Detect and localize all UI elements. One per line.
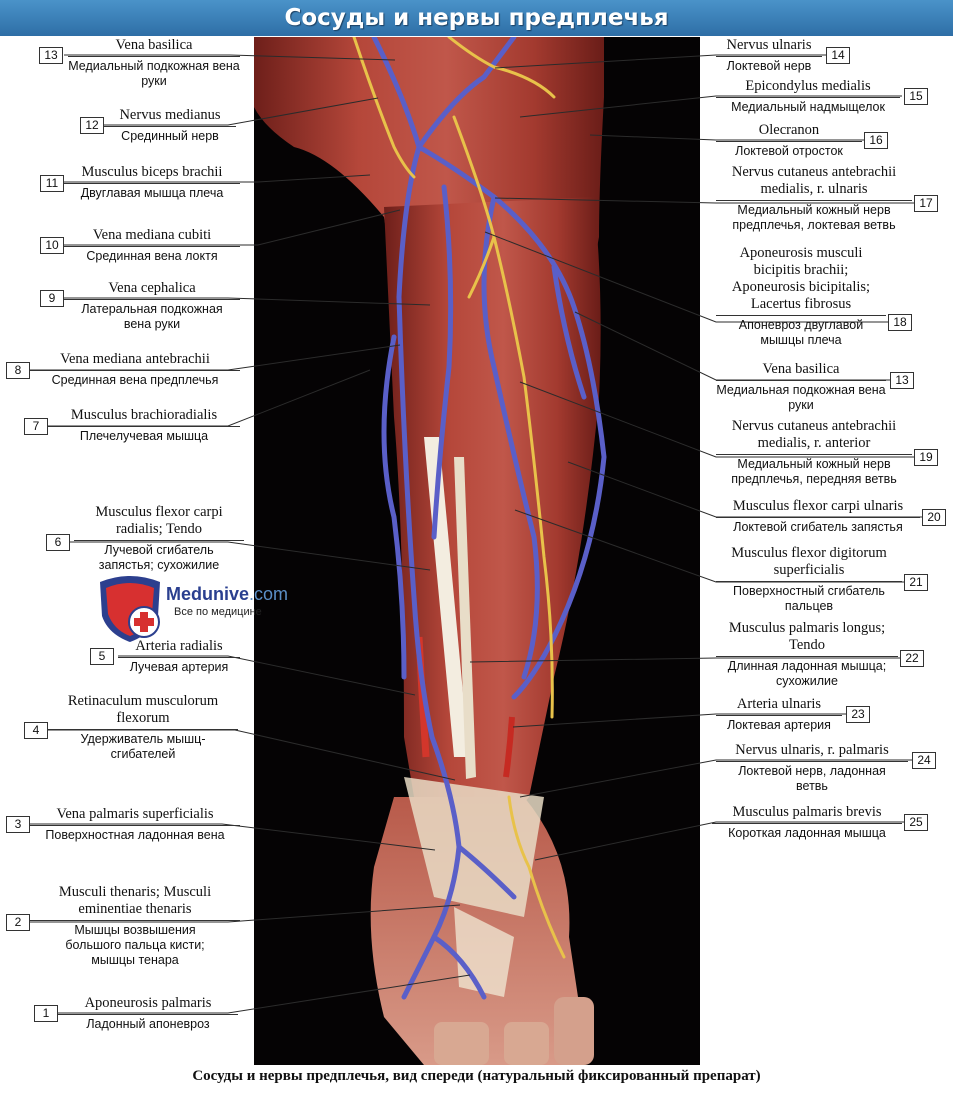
watermark-brand-suffix: .com [249,584,289,604]
label-latin: Olecranon [758,122,820,138]
label-vena-mediana-cubiti [64,227,240,264]
label-nervus-ulnaris-palmaris [716,742,908,794]
label-number-3: 3 [6,816,30,833]
label-russian: Медиальная подкожная вена руки [716,383,886,412]
label-russian: Срединный нерв [121,129,219,143]
label-latin: Nervus cutaneus antebrachii medialis, r. anterior [731,418,897,451]
label-cutaneus-medialis-ulnaris [716,164,912,233]
label-latin: Musculus biceps brachii [81,164,223,180]
label-number-25: 25 [904,814,928,831]
label-russian: Срединная вена локтя [86,249,218,263]
label-number-24: 24 [912,752,936,769]
watermark-brand [166,584,288,605]
label-latin: Musculus brachioradialis [70,407,218,423]
label-vena-palmaris-superficialis [30,806,240,843]
label-latin: Vena mediana cubiti [92,227,212,243]
label-number-22: 22 [900,650,924,667]
label-flexor-digitorum-superficialis [716,545,902,614]
label-number-9: 9 [40,290,64,307]
label-russian: Плечелучевая мышца [79,429,209,443]
label-arteria-ulnaris [716,696,842,733]
label-latin: Musculus flexor carpi radialis; Tendo [95,504,223,537]
label-latin: Nervus ulnaris, r. palmaris [735,742,889,758]
label-vena-mediana-antebrachii [30,351,240,388]
label-number-15: 15 [904,88,928,105]
label-musculi-thenaris [30,884,240,968]
label-russian: Короткая ладонная мышца [728,826,886,840]
label-latin: Nervus medianus [119,107,221,123]
label-vena-basilica-left [68,37,240,89]
label-nervus-medianus [104,107,236,144]
label-number-13-right: 13 [890,372,914,389]
label-russian: Срединная вена предплечья [51,373,219,387]
label-number-19: 19 [914,449,938,466]
label-russian: Апоневроз двуглавой мышцы плеча [738,318,864,347]
label-russian: Лучевой сгибатель запястья; сухожилие [98,543,220,572]
label-palmaris-longus [716,620,898,689]
label-latin: Vena basilica [115,37,193,53]
label-russian: Мышцы возвышения большого пальца кисти; мышцы тенара [65,923,205,967]
label-latin: Musculus palmaris longus; Tendo [728,620,886,653]
label-cutaneus-medialis-anterior [716,418,912,487]
medunivere-watermark [96,574,316,644]
watermark-tagline: Все по медицине [174,606,262,618]
label-number-20: 20 [922,509,946,526]
label-number-12: 12 [80,117,104,134]
label-latin: Nervus ulnaris [726,37,812,53]
label-flexor-carpi-ulnaris [716,498,920,535]
label-brachioradialis [48,407,240,444]
label-latin: Retinaculum musculorum flexorum [67,693,219,726]
label-number-14: 14 [826,47,850,64]
label-olecranon [716,122,862,159]
page-title: Сосуды и нервы предплечья [0,0,953,36]
label-vena-basilica-right [716,361,886,413]
label-number-5: 5 [90,648,114,665]
label-russian: Медиальный кожный нерв предплечья, передняя ветвь [731,457,897,486]
label-russian: Локтевая артерия [727,718,831,732]
label-nervus-ulnaris [716,37,822,74]
label-number-11: 11 [40,175,64,192]
label-latin: Aponeurosis musculi bicipitis brachii; Aponeurosis bicipitalis; Lacertus fibrosus [731,245,871,312]
label-russian: Локтевой сгибатель запястья [733,520,903,534]
label-russian: Поверхностная ладонная вена [45,828,225,842]
label-vena-cephalica [64,280,240,332]
label-number-4: 4 [24,722,48,739]
label-russian: Удерживатель мышц-сгибателей [80,732,206,761]
forearm-specimen-image [254,37,700,1065]
label-latin: Aponeurosis palmaris [84,995,212,1011]
label-russian: Лучевая артерия [129,660,229,674]
label-biceps-brachii [64,164,240,201]
label-latin: Arteria radialis [135,638,223,654]
label-latin: Nervus cutaneus antebrachii medialis, r. ulnaris [731,164,897,197]
label-russian: Локтевой нерв, ладонная ветвь [738,764,886,793]
label-russian: Длинная ладонная мышца; сухожилие [727,659,887,688]
label-russian: Ладонный апоневроз [86,1017,210,1031]
label-number-1: 1 [34,1005,58,1022]
label-number-7: 7 [24,418,48,435]
label-epicondylus-medialis [716,78,900,115]
label-number-10: 10 [40,237,64,254]
label-latin: Epicondylus medialis [745,78,871,94]
label-palmaris-brevis [712,804,902,841]
label-russian: Двуглавая мышца плеча [80,186,224,200]
label-latin: Musculus palmaris brevis [732,804,882,820]
label-number-21: 21 [904,574,928,591]
label-russian: Локтевой нерв [726,59,812,73]
label-russian: Медиальный подкожная вена руки [68,59,240,88]
label-russian: Локтевой отросток [735,144,843,158]
label-russian: Поверхностный сгибатель пальцев [733,584,885,613]
label-latin: Vena palmaris superficialis [56,806,214,822]
watermark-brand-name: Medunive [166,584,250,604]
label-latin: Vena basilica [762,361,840,377]
label-flexor-carpi-radialis [74,504,244,573]
label-number-23: 23 [846,706,870,723]
label-latin: Vena mediana antebrachii [60,351,210,367]
label-retinaculum-flexorum [48,693,238,762]
label-latin: Musculus flexor carpi ulnaris [732,498,904,514]
label-latin: Vena cephalica [108,280,196,296]
label-aponeurosis-bicipitalis [716,245,886,348]
label-number-13: 13 [39,47,63,64]
shield-logo-icon [96,574,164,644]
figure-caption: Сосуды и нервы предплечья, вид спереди (натуральный фиксированный препарат) [192,1068,761,1084]
label-number-16: 16 [864,132,888,149]
label-number-18: 18 [888,314,912,331]
label-latin: Musculus flexor digitorum superficialis [731,545,887,578]
label-number-6: 6 [46,534,70,551]
label-russian: Латеральная подкожная вена руки [81,302,223,331]
label-russian: Медиальный надмыщелок [731,100,885,114]
label-latin: Arteria ulnaris [736,696,822,712]
label-number-2: 2 [6,914,30,931]
label-number-17: 17 [914,195,938,212]
label-latin: Musculi thenaris; Musculi eminentiae thenaris [58,884,212,917]
label-russian: Медиальный кожный нерв предплечья, локтевая ветвь [732,203,896,232]
label-aponeurosis-palmaris [58,995,238,1032]
label-number-8: 8 [6,362,30,379]
